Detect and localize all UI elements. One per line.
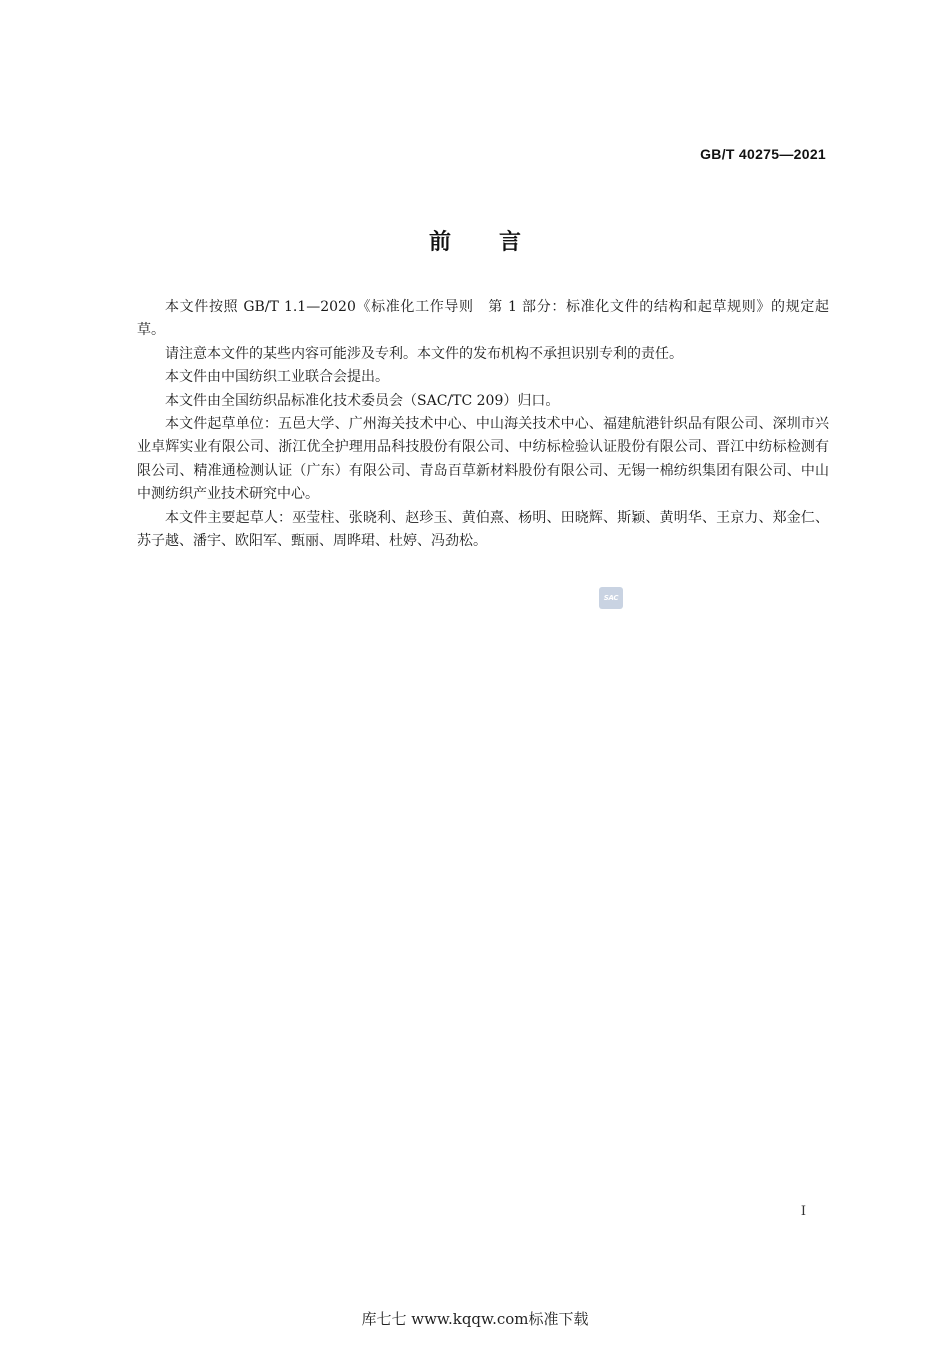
sac-logo xyxy=(599,587,623,609)
sac-logo-text: SAC xyxy=(603,594,619,602)
standard-code: GB/T 40275—2021 xyxy=(700,146,826,162)
paragraph-drafting-organizations: 本文件起草单位：五邑大学、广州海关技术中心、中山海关技术中心、福建航港针织品有限公司、深圳市兴业卓辉实业有限公司、浙江优全护理用品科技股份有限公司、中纺标检验认证股份有限公司、晋江中纺标检测有限公司、精准通检测认证（广东）有限公司、青岛百草新材料股份有限公司、无锡一棉纺织集团有限公司、中山中测纺织产业技术研究中心。 xyxy=(137,416,829,503)
foreword-body xyxy=(137,296,829,553)
paragraph-drafting-rules: 本文件按照 GB/T 1.1—2020《标准化工作导则 第 1 部分：标准化文件的结构和起草规则》的规定起草。 xyxy=(137,299,829,339)
paragraph-patent-notice: 请注意本文件的某些内容可能涉及专利。本文件的发布机构不承担识别专利的责任。 xyxy=(165,345,683,362)
page-number: I xyxy=(800,1204,806,1219)
paragraph-proposer: 本文件由中国纺织工业联合会提出。 xyxy=(165,369,389,386)
paragraph-drafters: 本文件主要起草人：巫莹柱、张晓利、赵珍玉、黄伯熹、杨明、田晓辉、斯颖、黄明华、王京力、郑金仁、苏子越、潘宇、欧阳军、甄丽、周晔珺、杜婷、冯劲松。 xyxy=(137,509,829,550)
paragraph-technical-committee: 本文件由全国纺织品标准化技术委员会（SAC/TC 209）归口。 xyxy=(165,392,560,409)
page-title: 前言 xyxy=(428,230,569,255)
download-footer: 库七七 www.kqqw.com标准下载 xyxy=(361,1310,589,1328)
